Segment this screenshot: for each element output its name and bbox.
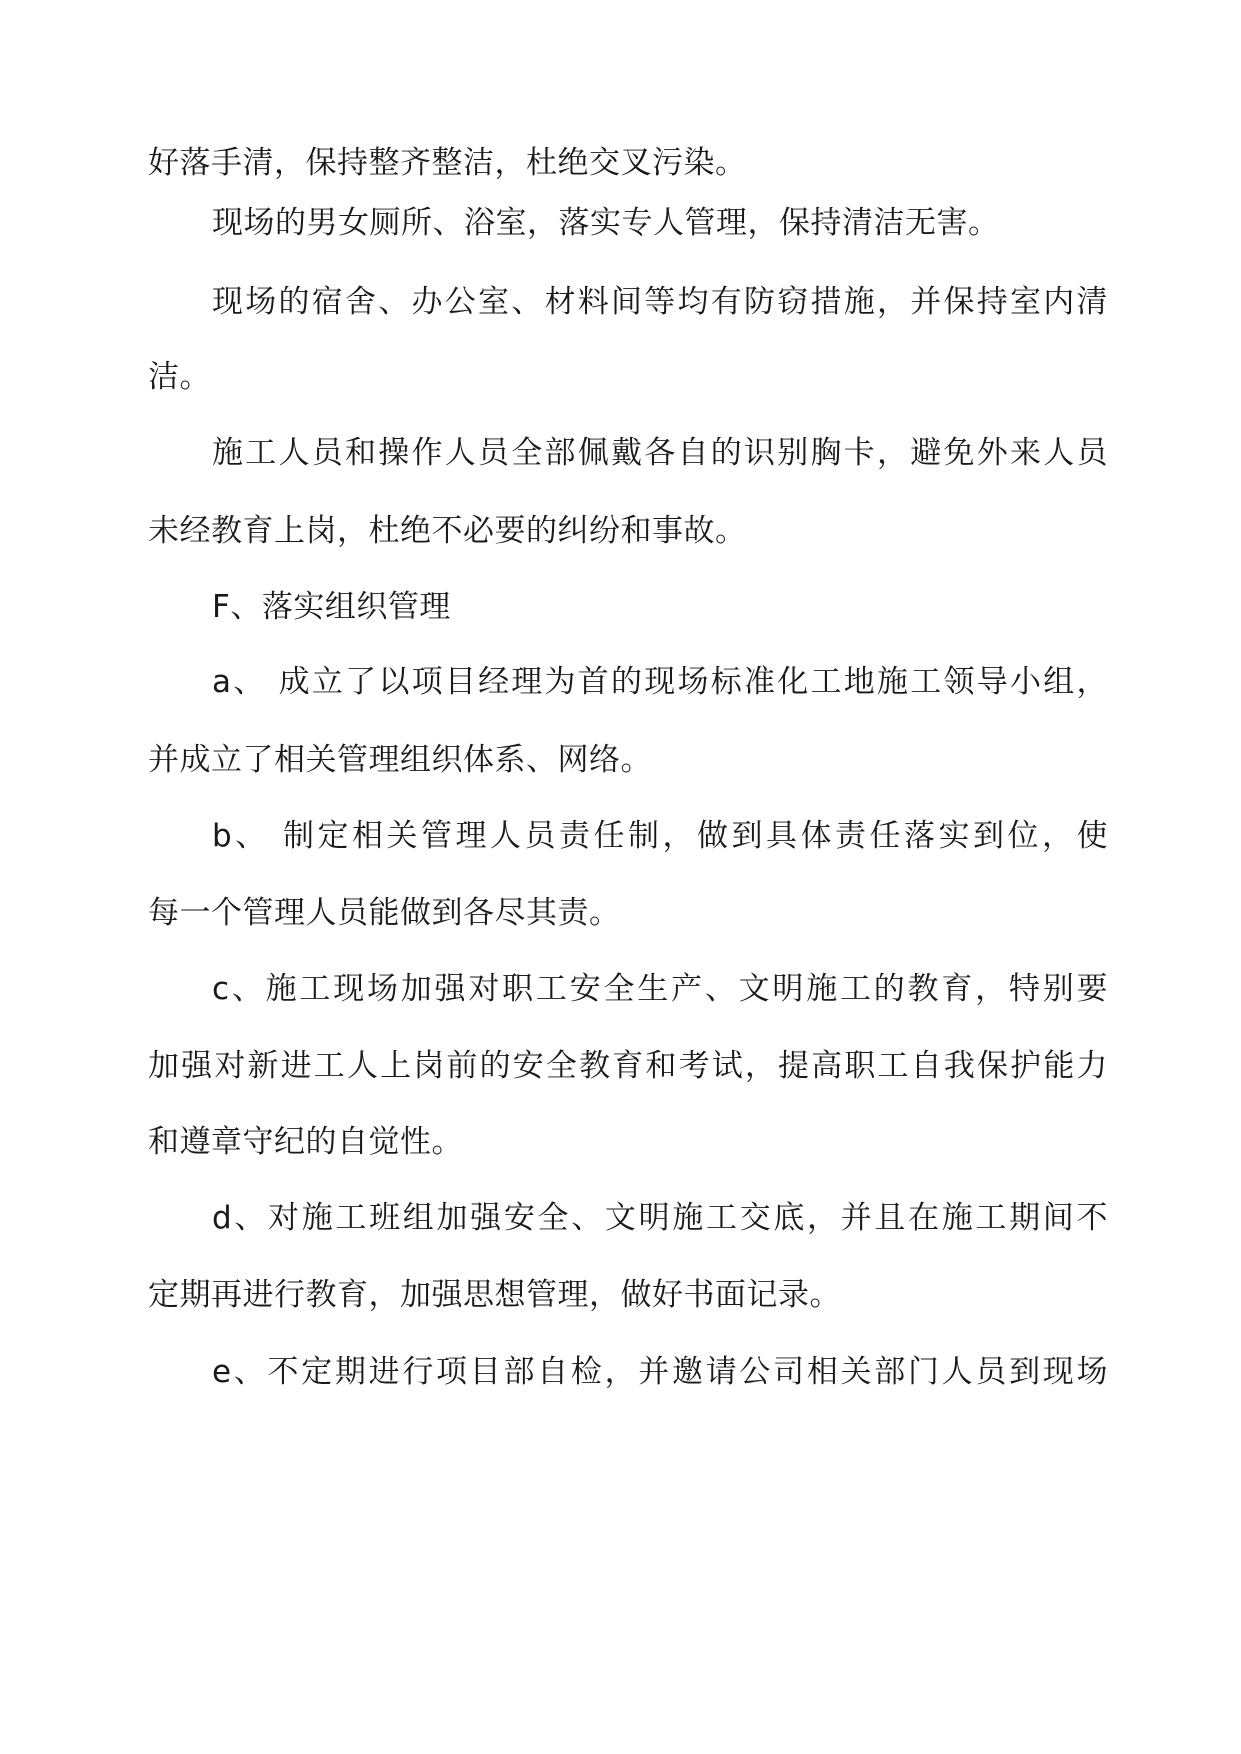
text-line: e、不定期进行项目部自检，并邀请公司相关部门人员到现场	[212, 1354, 1108, 1390]
text-line: 并成立了相关管理组织体系、网络。	[148, 742, 652, 778]
text-line: 定期再进行教育，加强思想管理，做好书面记录。	[148, 1277, 841, 1313]
text-line: 洁。	[148, 359, 211, 395]
text-line: 加强对新进工人上岗前的安全教育和考试，提高职工自我保护能力	[148, 1048, 1108, 1084]
text-line: 每一个管理人员能做到各尽其责。	[148, 895, 621, 931]
text-line: d、对施工班组加强安全、文明施工交底，并且在施工期间不	[212, 1200, 1108, 1236]
text-line: a、 成立了以项目经理为首的现场标准化工地施工领导小组，	[212, 664, 1108, 700]
text-line: c、施工现场加强对职工安全生产、文明施工的教育，特别要	[212, 971, 1108, 1007]
text-line: b、 制定相关管理人员责任制，做到具体责任落实到位，使	[212, 818, 1108, 854]
text-line: 未经教育上岗，杜绝不必要的纠纷和事故。	[148, 513, 747, 549]
text-line: 施工人员和操作人员全部佩戴各自的识别胸卡，避免外来人员	[212, 435, 1108, 471]
text-line: 好落手清，保持整齐整洁，杜绝交叉污染。	[148, 145, 747, 181]
text-line: 现场的宿舍、办公室、材料间等均有防窃措施，并保持室内清	[212, 284, 1108, 320]
text-line: 现场的男女厕所、浴室，落实专人管理，保持清洁无害。	[212, 205, 1000, 241]
text-line: 和遵章守纪的自觉性。	[148, 1124, 463, 1160]
text-line: F、落实组织管理	[212, 589, 451, 625]
